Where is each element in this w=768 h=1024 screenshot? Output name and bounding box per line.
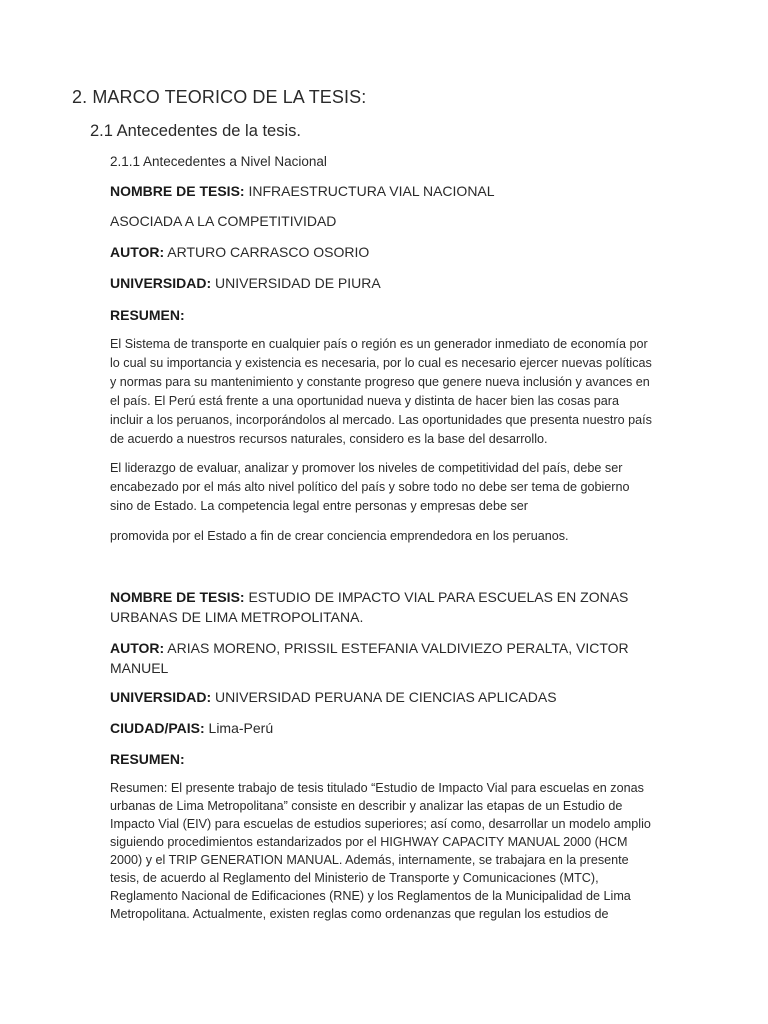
thesis1-summary-heading	[110, 308, 185, 322]
thesis1-university-label: UNIVERSIDAD:	[110, 275, 212, 291]
thesis1-summary-line: el país. El Perú está frente a una oportunidad nueva y distinta de hacer bien las cosas para	[110, 394, 619, 408]
thesis2-summary-line: 2000) y el TRIP GENERATION MANUAL. Además, internamente, se trabajara en la presente	[110, 853, 629, 867]
thesis1-university-value: UNIVERSIDAD DE PIURA	[211, 275, 381, 291]
thesis2-author-value: ARIAS MORENO, PRISSIL ESTEFANIA VALDIVIEZO PERALTA, VICTOR	[164, 640, 629, 656]
thesis2-university-label: UNIVERSIDAD:	[110, 689, 212, 705]
thesis1-author-field	[110, 245, 369, 259]
thesis1-summary-line: lo cual su importancia y existencia es necesaria, por lo cual es necesario ejercer nuevas políticas	[110, 356, 652, 370]
thesis2-university-value: UNIVERSIDAD PERUANA DE CIENCIAS APLICADAS	[211, 689, 557, 705]
thesis1-summary-line: encabezado por el más alto nivel político del país y sobre todo no debe ser tema de gobierno	[110, 480, 630, 494]
thesis1-summary-label: RESUMEN:	[110, 307, 185, 323]
thesis2-city-value: Lima-Perú	[204, 720, 274, 736]
thesis1-university-field	[110, 276, 381, 290]
thesis2-summary-label: RESUMEN:	[110, 751, 185, 767]
subsection-heading: 2.1 Antecedentes de la tesis.	[90, 122, 301, 140]
thesis1-summary-line: promovida por el Estado a fin de crear conciencia emprendedora en los peruanos.	[110, 529, 569, 543]
thesis2-summary-line: urbanas de Lima Metropolitana” consiste en describir y analizar las etapas de un Estudio de	[110, 799, 623, 813]
thesis2-name-value-cont: URBANAS DE LIMA METROPOLITANA.	[110, 609, 364, 625]
thesis2-city-field	[110, 721, 273, 735]
thesis2-author-value-cont: MANUEL	[110, 660, 169, 676]
thesis2-university-field	[110, 690, 557, 704]
thesis1-name-field	[110, 184, 495, 198]
thesis2-name-field	[110, 590, 628, 604]
thesis2-summary-line: Reglamento Nacional de Edificaciones (RNE) y los Reglamentos de la Municipalidad de Lima	[110, 889, 631, 903]
thesis2-summary-line: tesis, de acuerdo al Reglamento del Ministerio de Transporte y Comunicaciones (MTC),	[110, 871, 599, 885]
thesis2-summary-heading	[110, 752, 185, 766]
thesis1-name-label: NOMBRE DE TESIS:	[110, 183, 245, 199]
thesis1-summary-line: El liderazgo de evaluar, analizar y promover los niveles de competitividad del país, debe ser	[110, 461, 623, 475]
thesis2-summary-line: Impacto Vial (EIV) para escuelas de estudios superiores; así como, desarrollar un modelo amplio	[110, 817, 651, 831]
thesis2-summary-line: Metropolitana. Actualmente, existen reglas como ordenanzas que regulan los estudios de	[110, 907, 609, 921]
thesis1-summary-line: sino de Estado. La competencia legal entre personas y empresas debe ser	[110, 499, 528, 513]
thesis1-name-value-cont: ASOCIADA A LA COMPETITIVIDAD	[110, 213, 337, 229]
thesis1-summary-line: de acuerdo a nuestros recursos naturales, considero es la base del desarrollo.	[110, 432, 548, 446]
thesis1-author-label: AUTOR:	[110, 244, 165, 260]
thesis2-summary-line: Resumen: El presente trabajo de tesis titulado “Estudio de Impacto Vial para escuelas en zonas	[110, 781, 644, 795]
thesis2-summary-line: siguiendo procedimientos estandarizados por el HIGHWAY CAPACITY MANUAL 2000 (HCM	[110, 835, 628, 849]
thesis2-city-label: CIUDAD/PAIS:	[110, 720, 205, 736]
thesis2-name-label: NOMBRE DE TESIS:	[110, 589, 245, 605]
thesis1-author-value: ARTURO CARRASCO OSORIO	[164, 244, 370, 260]
thesis1-name-value: INFRAESTRUCTURA VIAL NACIONAL	[244, 183, 495, 199]
thesis2-author-field	[110, 641, 629, 655]
thesis1-summary-line: El Sistema de transporte en cualquier país o región es un generador inmediato de economía por	[110, 337, 648, 351]
subsubsection-heading: 2.1.1 Antecedentes a Nivel Nacional	[110, 154, 327, 169]
thesis2-name-value: ESTUDIO DE IMPACTO VIAL PARA ESCUELAS EN ZONAS	[244, 589, 629, 605]
section-heading: 2. MARCO TEORICO DE LA TESIS:	[72, 87, 367, 107]
thesis2-author-label: AUTOR:	[110, 640, 165, 656]
thesis1-summary-line: y normas para su mantenimiento y constante progreso que genere nueva inclusión y avances en	[110, 375, 650, 389]
thesis1-summary-line: incluir a los peruanos, incorporándolos al mercado. Las oportunidades que presenta nuestro país	[110, 413, 652, 427]
